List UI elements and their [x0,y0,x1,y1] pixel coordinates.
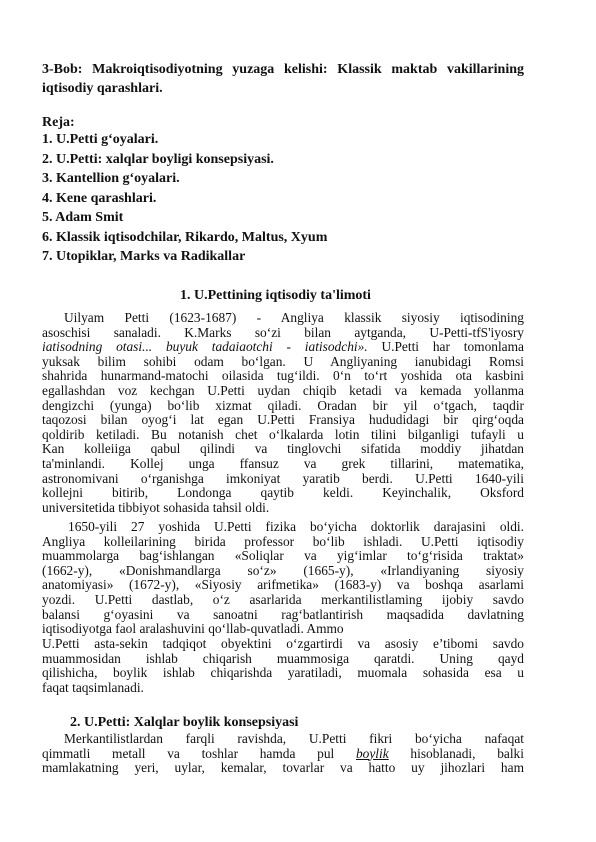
plan-item: 2. U.Petti: xalqlar boyligi konsepsiyasi. [42,151,274,167]
text-line: qilishicha, boylik ishlab chiqarishda yaratiladi, muomala sohasida esa u [42,666,524,681]
plan-list [42,130,327,267]
plan-item: 1. U.Petti g‘oyalari. [42,132,159,147]
text-line: (1662-y), «Donishmandlarga so‘z» (1665-y), «Irlandiyaning siyosiy [42,563,524,578]
text-line: anatomiyasi» (1672-y), «Siyosiy arifmetika» (1683-y) va boshqa asarlami [42,578,524,593]
emphasis-word: boylik [355,746,389,761]
text-line: balansi g‘oyasini va sanoatni rag‘batlantirish maqsadida davlatning [42,607,524,622]
text-line: shahrida hunarmand-matochi oilasida tug‘ildi. 0‘n to‘rt yoshida ota kasbini [42,369,524,384]
text-line: kollejni bitirib, Londonga qaytib keldi. Keyinchalik, Oksford [42,486,524,501]
text-line: muammolarga bag‘ishlangan «Soliqlar va yig‘imlar to‘g‘risida traktat» [42,549,524,564]
section-2-paragraph [42,732,524,776]
plan-item: 3. Kantellion g‘oyalari. [42,171,180,186]
text-line: mamlakatning yeri, uylar, kemalar, tovarlar va hatto uy jihozlari ham [42,761,524,776]
text-line: U.Petti asta-sekin tadqiqot obyektini o‘zgartirdi va asosiy e’tibomi savdo [42,637,524,651]
chapter-heading: 3-Bob: Makroiqtisodiyotning yuzaga kelishi: Klassik maktab vakillarining iqtisodiy qarashlari. [42,62,524,96]
text-line: yozdi. U.Petti dastlab, o‘z asarlarida merkantilistlaming ijobiy savdo [42,592,524,607]
text-line: faqat taqsimlanadi. [42,680,144,695]
text-line: iqtisodiyotga faol aralashuvini qo‘llab-quvatladi. Ammo [42,622,344,637]
text-line: yuksak bilim sohibi odam bo‘lgan. U Angliyaning ianubidagi Romsi [42,354,524,369]
plan-item: 6. Klassik iqtisodchilar, Rikardo, Maltus, Xyum [42,229,328,245]
text-line: dengizchi (yunga) bo‘lib xizmat qiladi. Oradan bir yil o‘tgach, taqdir [42,398,524,413]
text-line: taqozosi bilan oyog‘i lat egan U.Petti Fransiya hududidagi bir qirg‘oqda [42,413,524,428]
text-line: Angliya kolleilarining birida professor bo‘lib ishladi. U.Petti iqtisodiy [42,534,524,549]
plan-item: 7. Utopiklar, Marks va Radikallar [42,249,246,264]
section-1-title: 1. U.Pettining iqtisodiy ta'limoti [180,288,371,303]
section-2-title: 2. U.Petti: Xalqlar boylik konsepsiyasi [70,715,299,730]
plan-item: 5. Adam Smit [42,210,124,225]
text-line: Merkantilistlardan farqli ravishda, U.Petti fikri bo‘yicha nafaqat [64,732,524,746]
section-1-paragraph-1 [42,311,524,515]
text-line: Kan kolleiiga qabul qilindi va tinglovchi sifatida moddiy jihatdan [42,442,524,457]
section-1-paragraph-2 [42,520,524,637]
text-line: egallashdan voz kechgan U.Petti uydan chiqib ketadi va kemada yollanma [42,383,524,398]
text-fragment: hisoblanadi, balki [410,746,524,761]
plan-heading: Reja: [42,115,75,130]
section-1-paragraph-3 [42,637,524,695]
text-line: astronomivani o‘rganishga imkoniyat yaratib berdi. U.Petti 1640-yili [42,471,524,486]
plan-item: 4. Kene qarashlari. [42,190,157,206]
text-line: Uilyam Petti (1623-1687) - Angliya klassik siyosiy iqtisodining [64,311,524,325]
text-line: asoschisi sanaladi. K.Marks so‘zi bilan aytganda, U-Petti-tfS'iyosry [42,325,524,340]
quote-text: iatisodning otasi... buyuk tadaiaotchi - iatisodchi». [42,340,368,355]
text-line [42,747,524,762]
text-line: universitetida tibbiyot sohasida tahsil oldi. [42,500,270,515]
text-line: 1650-yili 27 yoshida U.Petti fizika bo‘yicha doktorlik darajasini oldi. [68,520,524,534]
text-line: ta'minlandi. Kollej unga ffansuz va grek tillarini, matematika, [42,456,524,471]
text-line [42,340,524,355]
text-fragment: U.Petti har tomonlama [367,340,524,355]
text-line: qoldirib ketiladi. Bu notanish chet o‘lkalarda lotin tilini bilganligi tufayli u [42,427,524,442]
text-fragment: qimmatli metall va toshlar hamda pul [42,746,335,761]
text-line: muammosidan ishlab chiqarish muammosiga qaratdi. Uning qayd [42,651,524,666]
